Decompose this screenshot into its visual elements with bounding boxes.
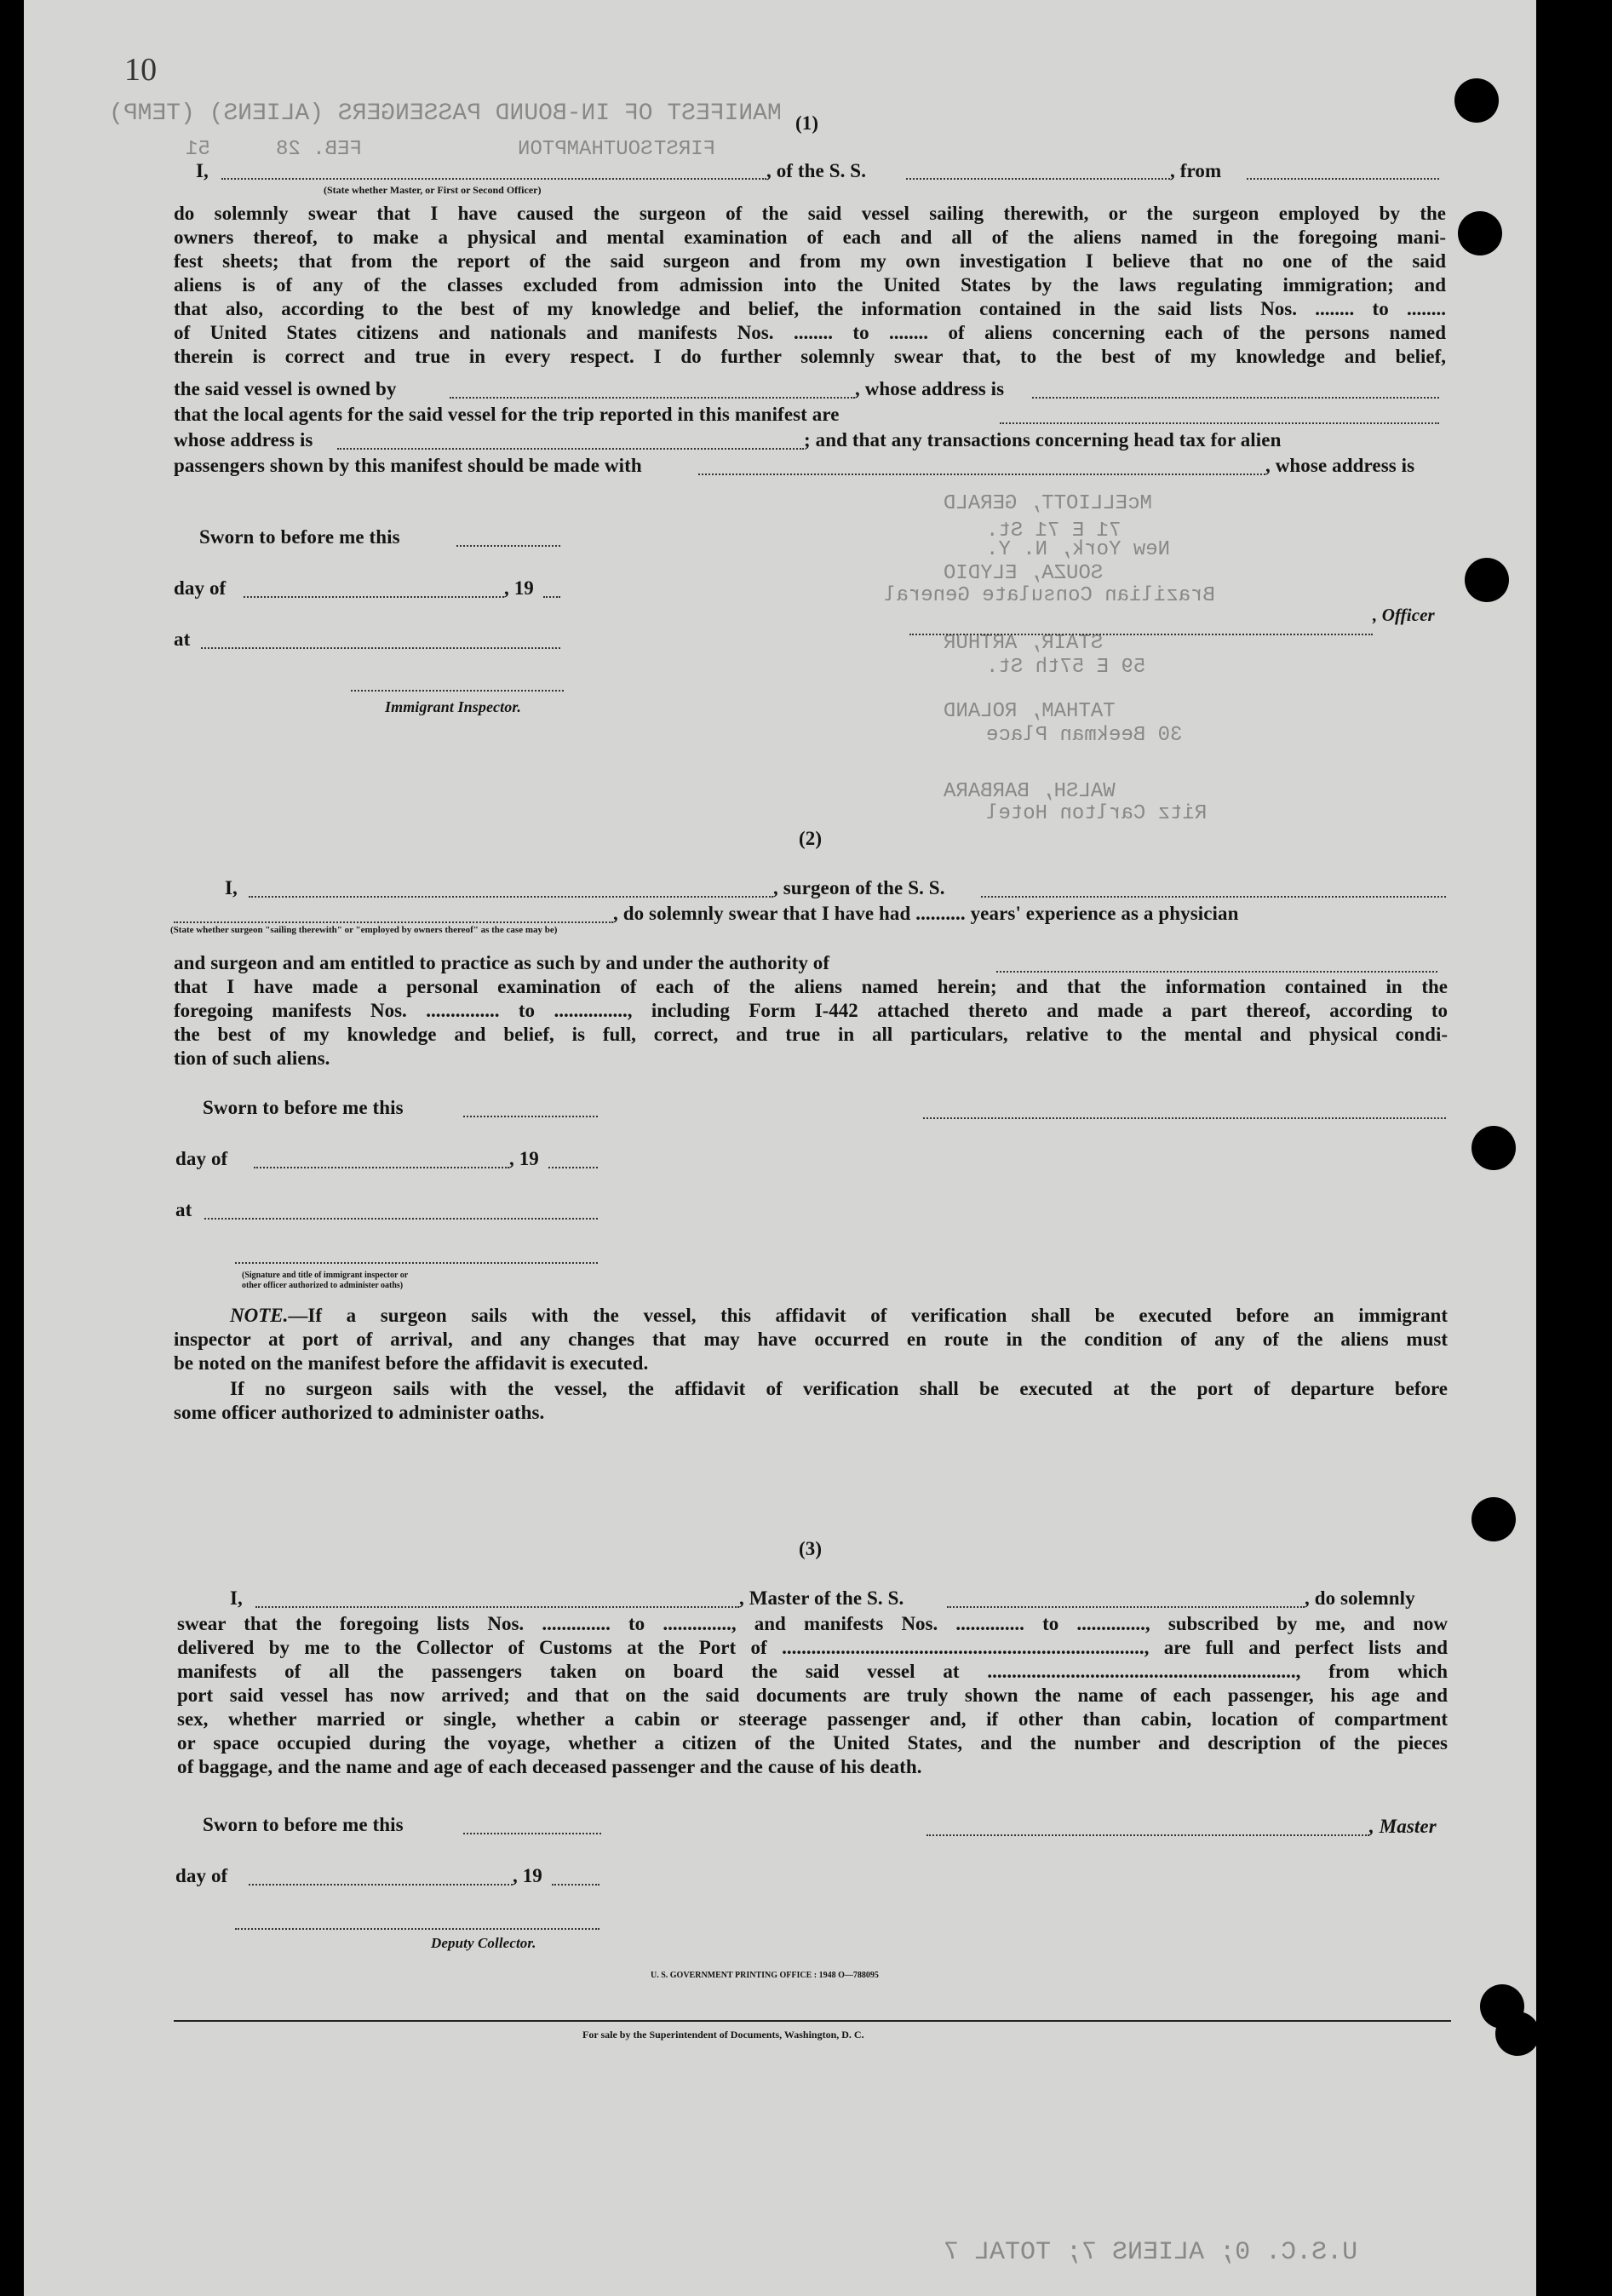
label-year: , 19 xyxy=(509,1148,539,1169)
label-surgeon-of: , surgeon of the S. S. xyxy=(773,877,945,898)
bleed-address: 71 E 71 St. xyxy=(986,519,1122,542)
bleed-title: MANIFEST OF IN-BOUND PASSENGERS (ALIENS) (TEMP) xyxy=(109,100,782,127)
master-name-field[interactable] xyxy=(255,1606,739,1608)
label-year: , 19 xyxy=(513,1865,542,1886)
bleed-port: SOUTHAMPTON xyxy=(518,138,653,161)
manifest-page xyxy=(24,0,1536,2296)
bleed-address: Ritz Carlton Hotel xyxy=(986,802,1208,825)
punch-hole xyxy=(1465,558,1509,602)
master-signature-field[interactable] xyxy=(926,1834,1369,1836)
label-day-of: day of xyxy=(175,1148,228,1169)
signature-note: (Signature and title of immigrant inspector or xyxy=(242,1271,409,1280)
label-owned-by: the said vessel is owned by xyxy=(174,378,397,399)
label-at: at xyxy=(174,629,191,650)
section2-line: foregoing manifests Nos. ............... to ..............., including Form I-442 attached thereto and made a part thereof, according to xyxy=(174,1000,1448,1021)
label-immigrant-inspector: Immigrant Inspector. xyxy=(385,698,522,715)
label-sworn: Sworn to before me this xyxy=(203,1814,404,1835)
label-local-agents: that the local agents for the said vessel for the trip reported in this manifest are xyxy=(174,404,840,425)
section1-line: that also, according to the best of my knowledge and belief, the information contained in the said lists Nos. ........ to ........ xyxy=(174,298,1446,319)
gpo-imprint: U. S. GOVERNMENT PRINTING OFFICE : 1948 O—788095 xyxy=(651,1971,879,1980)
bleed-date: FEB. 28 xyxy=(276,138,362,161)
label-head-tax: ; and that any transactions concerning head tax for alien xyxy=(804,429,1282,451)
year-field[interactable] xyxy=(548,1167,598,1168)
section3-line: port said vessel has now arrived; and that on the said documents are truly shown the name of each passenger, his age and xyxy=(177,1685,1448,1706)
label-whose-address: , whose address is xyxy=(855,378,1005,399)
vessel-name-field[interactable] xyxy=(906,178,1170,180)
note-label: NOTE. xyxy=(230,1305,289,1326)
sworn-date-field[interactable] xyxy=(456,545,560,547)
bleed-address: 30 Beekman Place xyxy=(986,724,1183,747)
section1-line: of United States citizens and nationals and manifests Nos. ........ to ........ of aliens concerning each of the persons named xyxy=(174,322,1446,343)
label-year: , 19 xyxy=(504,577,534,599)
punch-hole xyxy=(1471,1126,1516,1170)
label-officer: , Officer xyxy=(1373,605,1435,625)
inspector-signature-field[interactable] xyxy=(351,690,564,692)
collector-signature-field[interactable] xyxy=(235,1928,599,1930)
sworn-date-field[interactable] xyxy=(463,1833,601,1834)
label-whose-address: , whose address is xyxy=(1265,455,1415,476)
bleed-year: 51 xyxy=(186,138,210,161)
label-i: I, xyxy=(225,877,238,898)
label-day-of: day of xyxy=(174,577,227,599)
label-sworn: Sworn to before me this xyxy=(203,1097,404,1118)
label-deputy-collector: Deputy Collector. xyxy=(431,1935,536,1951)
section1-line: fest sheets; that from the report of the said surgeon and from my own investigation I believe that no one of the said xyxy=(174,250,1446,272)
year-field[interactable] xyxy=(543,596,560,598)
authority-field[interactable] xyxy=(996,971,1437,973)
section2-line: the best of my knowledge and belief, is full, correct, and true in all particulars, relative to the mental and physical condi- xyxy=(174,1024,1448,1045)
bleed-name: STAIR, ARTHUR xyxy=(944,632,1104,655)
port-from-field[interactable] xyxy=(1247,178,1439,180)
note-text: —If a surgeon sails with the vessel, this affidavit of verification shall be executed before an immigrant xyxy=(288,1305,1448,1326)
surgeon-status-field[interactable] xyxy=(174,921,613,923)
label-at: at xyxy=(175,1199,192,1220)
bleed-address: 59 E 57th St. xyxy=(986,656,1146,679)
label-i: I, xyxy=(196,160,209,181)
section3-line: or space occupied during the voyage, whether a citizen of the United States, and the number and description of the pieces xyxy=(177,1732,1448,1754)
surgeon-signature-field[interactable] xyxy=(923,1117,1446,1119)
label-from: , from xyxy=(1170,160,1222,181)
bleed-name: TATHAM, ROLAND xyxy=(944,700,1116,723)
section-number: (2) xyxy=(799,828,823,849)
section1-line: therein is correct and true in every respect. I do further solemnly swear that, to the best of my knowledge and belief, xyxy=(174,346,1446,367)
bleed-class: FIRST xyxy=(654,138,716,161)
local-agents-field[interactable] xyxy=(1000,422,1439,424)
agent-address-field[interactable] xyxy=(337,448,804,450)
head-tax-agent-field[interactable] xyxy=(698,474,1265,475)
label-day-of: day of xyxy=(175,1865,228,1886)
note-line: some officer authorized to administer oaths. xyxy=(174,1402,545,1423)
note-line: If no surgeon sails with the vessel, the affidavit of verification shall be executed at the port of departure before xyxy=(230,1378,1448,1399)
page-number: 10 xyxy=(124,52,158,88)
officer-name-field[interactable] xyxy=(221,178,766,180)
section3-line: of baggage, and the name and age of each deceased passenger and the cause of his death. xyxy=(177,1756,922,1777)
bleed-address: Brazilian Consulate General xyxy=(884,584,1215,607)
section1-line: do solemnly swear that I have caused the surgeon of the said vessel sailing therewith, or the surgeon employed by the xyxy=(174,203,1446,224)
owner-field[interactable] xyxy=(450,397,855,399)
for-sale-note: For sale by the Superintendent of Documents, Washington, D. C. xyxy=(582,2029,864,2041)
owner-address-field[interactable] xyxy=(1032,397,1439,399)
note-line: be noted on the manifest before the affidavit is executed. xyxy=(174,1352,649,1374)
sworn-date-field[interactable] xyxy=(463,1116,598,1117)
month-field[interactable] xyxy=(249,1884,513,1886)
place-field[interactable] xyxy=(204,1218,598,1220)
officer-signature-field[interactable] xyxy=(909,634,1373,635)
month-field[interactable] xyxy=(244,596,504,598)
surgeon-name-field[interactable] xyxy=(249,896,773,898)
footer-rule xyxy=(174,2020,1451,2022)
punch-hole xyxy=(1458,211,1502,255)
section1-line: aliens is of any of the classes excluded from admission into the United States by the laws regulating immigration; and xyxy=(174,274,1446,296)
bleed-city: New York, N. Y. xyxy=(986,538,1171,561)
punch-hole xyxy=(1454,78,1499,123)
label-authority: and surgeon and am entitled to practice as such by and under the authority of xyxy=(174,952,830,973)
inspector-signature-field[interactable] xyxy=(235,1262,598,1264)
section3-line: manifests of all the passengers taken on board the said vessel at ..............................................................., from which xyxy=(177,1661,1448,1682)
surgeon-vessel-field[interactable] xyxy=(981,896,1446,898)
section1-line: owners thereof, to make a physical and mental examination of each and all of the aliens named in the foregoing mani- xyxy=(174,227,1446,248)
master-vessel-field[interactable] xyxy=(947,1606,1305,1608)
label-whose-address: whose address is xyxy=(174,429,313,451)
section3-line: sex, whether married or single, whether a cabin or steerage passenger and, if other than cabin, location of compartment xyxy=(177,1708,1448,1730)
place-field[interactable] xyxy=(201,647,560,649)
section3-line: delivered by me to the Collector of Customs at the Port of .........................................................................., are full and perfect lists and xyxy=(177,1637,1448,1658)
bleed-name: SOUZA, ELYDIO xyxy=(944,562,1104,585)
label-passengers: passengers shown by this manifest should be made with xyxy=(174,455,642,476)
section-number: (1) xyxy=(795,112,819,134)
label-of-ss: , of the S. S. xyxy=(766,160,867,181)
punch-hole xyxy=(1471,1497,1516,1541)
section-number: (3) xyxy=(799,1538,823,1559)
year-field[interactable] xyxy=(552,1884,599,1886)
label-swear: , do solemnly swear that I have had .......... years' experience as a physician xyxy=(613,903,1239,924)
punch-hole xyxy=(1495,2012,1536,2056)
note-line: inspector at port of arrival, and any changes that may have occurred en route in the condition of any of the aliens must xyxy=(174,1329,1448,1350)
section2-line: tion of such aliens. xyxy=(174,1048,330,1069)
state-note: (State whether surgeon "sailing therewith" or "employed by owners thereof" as the case may be) xyxy=(170,925,558,935)
signature-note: other officer authorized to administer oaths) xyxy=(242,1281,404,1290)
note-line xyxy=(230,1305,1448,1327)
section2-line: that I have made a personal examination of each of the aliens named herein; and that the information contained in the xyxy=(174,976,1448,997)
month-field[interactable] xyxy=(254,1167,509,1168)
label-master: , Master xyxy=(1369,1816,1437,1837)
label-do-solemnly: , do solemnly xyxy=(1305,1587,1415,1609)
state-note: (State whether Master, or First or Second Officer) xyxy=(324,184,542,196)
bleed-name: WALSH, BARBARA xyxy=(944,780,1116,803)
bleed-totals: U.S.C. 0; ALIENS 7; TOTAL 7 xyxy=(944,2238,1358,2267)
section3-line: swear that the foregoing lists Nos. .............. to .............., and manifests Nos. .............. to .............., subscribed by me, and now xyxy=(177,1613,1448,1634)
bleed-name: McELLIOTT, GERALD xyxy=(944,492,1152,515)
label-i: I, xyxy=(230,1587,243,1609)
label-master-of: , Master of the S. S. xyxy=(739,1587,904,1609)
label-sworn: Sworn to before me this xyxy=(199,526,400,548)
